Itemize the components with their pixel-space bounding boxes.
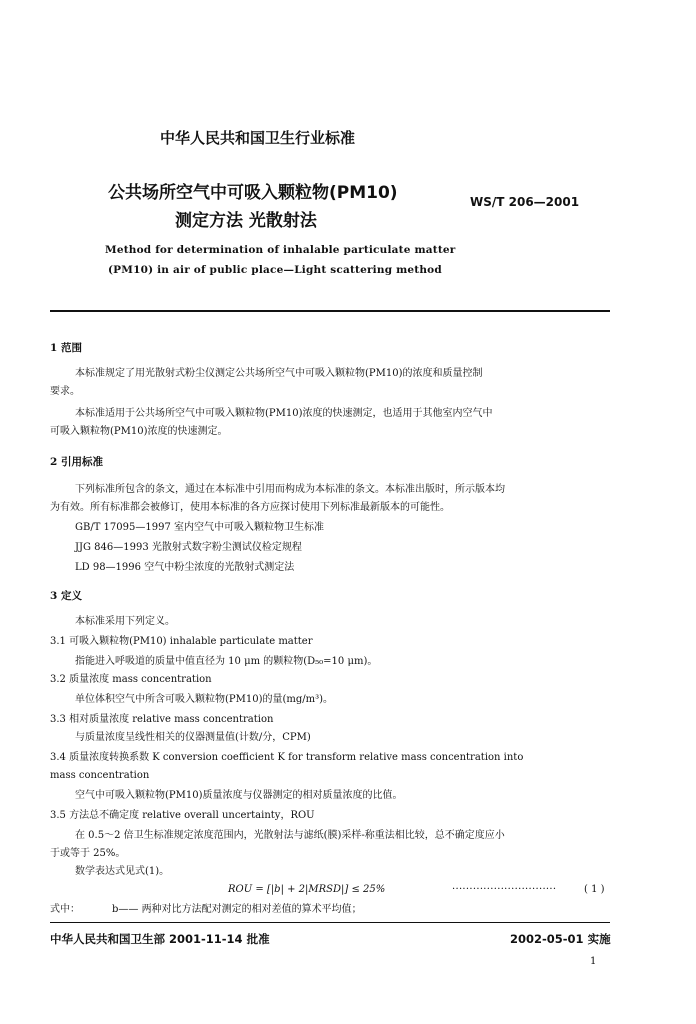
formula-number: ( 1 ): [584, 884, 605, 895]
standard-code: WS/T 206—2001: [470, 195, 580, 209]
header-divider: [50, 310, 610, 312]
title-cn-line2: 测定方法 光散射法: [175, 211, 317, 231]
section-1-heading: 1 范围: [50, 342, 82, 354]
reference-item: GB/T 17095—1997 室内空气中可吸入颗粒物卫生标准: [75, 522, 324, 533]
where-b: b—— 两种对比方法配对测定的相对差值的算术平均值；: [112, 904, 362, 915]
formula-intro: 数学表达式见式(1)。: [75, 866, 170, 877]
page-number: 1: [590, 956, 597, 967]
def-3-3-text: 与质量浓度呈线性相关的仪器测量值(计数/分，CPM): [75, 732, 311, 743]
s3-intro: 本标准采用下列定义。: [75, 616, 175, 627]
def-3-1-text: 指能进入呼吸道的质量中值直径为 10 μm 的颗粒物(D₅₀=10 μm)。: [75, 656, 378, 667]
title-en-line2: (PM10) in air of public place—Light scattering method: [108, 264, 442, 276]
def-3-5-heading: 3.5 方法总不确定度 relative overall uncertainty，ROU: [50, 810, 315, 821]
s1-p2-line1: 本标准适用于公共场所空气中可吸入颗粒物(PM10)浓度的快速测定，也适用于其他室内空气中: [75, 408, 493, 419]
def-3-3-heading: 3.3 相对质量浓度 relative mass concentration: [50, 714, 274, 725]
title-cn-line1: 公共场所空气中可吸入颗粒物(PM10): [108, 183, 398, 203]
def-3-2-text: 单位体积空气中所含可吸入颗粒物(PM10)的量(mg/m³)。: [75, 694, 334, 705]
reference-item: LD 98—1996 空气中粉尘浓度的光散射式测定法: [75, 562, 295, 573]
section-3-heading: 3 定义: [50, 590, 82, 602]
section-2-heading: 2 引用标准: [50, 456, 103, 468]
def-3-4-heading: 3.4 质量浓度转换系数 K conversion coefficient K for transform relative mass concentration into: [50, 752, 524, 763]
issue-date: 中华人民共和国卫生部 2001-11-14 批准: [50, 932, 270, 946]
s2-p1-line2: 为有效。所有标准都会被修订，使用本标准的各方应探讨使用下列标准最新版本的可能性。: [50, 502, 450, 513]
def-3-4-text: 空气中可吸入颗粒物(PM10)质量浓度与仪器测定的相对质量浓度的比值。: [75, 790, 403, 801]
def-3-1-heading: 3.1 可吸入颗粒物(PM10) inhalable particulate matter: [50, 636, 313, 647]
s1-p1-line2: 要求。: [50, 386, 80, 397]
formula-leader-dots: ······························: [452, 884, 557, 895]
s1-p1-line1: 本标准规定了用光散射式粉尘仪测定公共场所空气中可吸入颗粒物(PM10)的浓度和质量控制: [75, 368, 483, 379]
def-3-4-continuation: mass concentration: [50, 770, 150, 781]
where-label: 式中：: [50, 904, 80, 915]
reference-item: JJG 846—1993 光散射式数字粉尘测试仪检定规程: [75, 542, 302, 553]
def-3-5-text-line2: 于或等于 25%。: [50, 848, 126, 859]
def-3-5-text-line1: 在 0.5～2 倍卫生标准规定浓度范围内，光散射法与滤纸(膜)采样-称重法相比较，总不确定度应小: [75, 830, 505, 841]
s1-p2-line2: 可吸入颗粒物(PM10)浓度的快速测定。: [50, 426, 228, 437]
def-3-2-heading: 3.2 质量浓度 mass concentration: [50, 674, 212, 685]
implementation-date: 2002-05-01 实施: [510, 932, 611, 946]
formula: ROU = [|b| + 2|MRSD|] ≤ 25%: [228, 884, 386, 895]
title-en-line1: Method for determination of inhalable particulate matter: [105, 244, 456, 256]
s2-p1-line1: 下列标准所包含的条文，通过在本标准中引用而构成为本标准的条文。本标准出版时，所示版本均: [75, 484, 505, 495]
footer-divider: [50, 922, 610, 923]
org-title: 中华人民共和国卫生行业标准: [160, 129, 356, 147]
